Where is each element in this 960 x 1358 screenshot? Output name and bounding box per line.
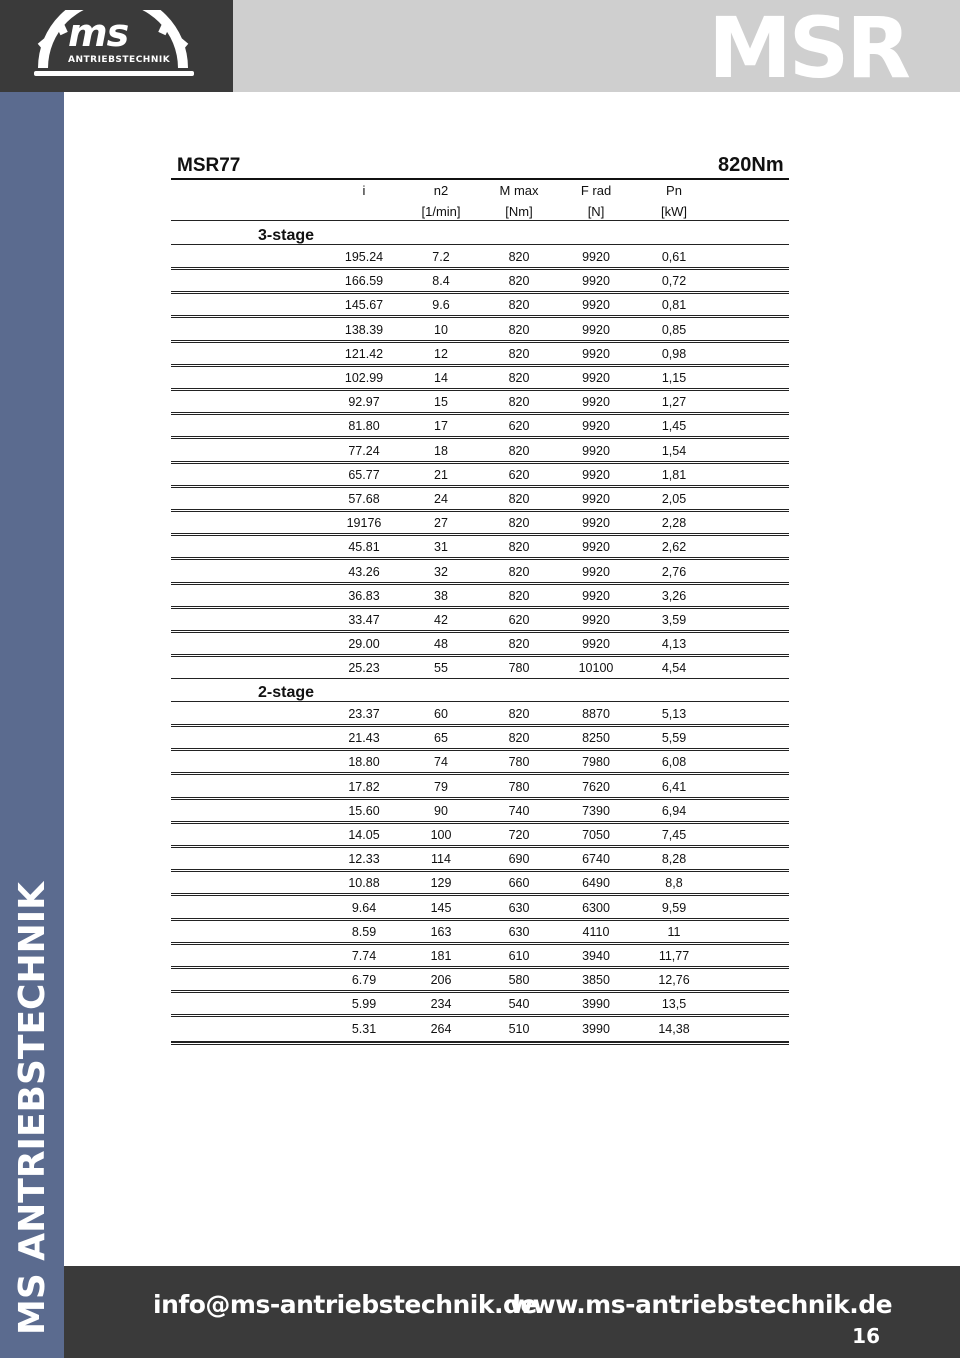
table-cell: 21 bbox=[434, 467, 448, 482]
table-cell: 8.4 bbox=[432, 274, 450, 289]
column-unit: [Nm] bbox=[505, 204, 533, 219]
table-cell: 7.74 bbox=[351, 949, 377, 963]
table-cell: 102.99 bbox=[344, 371, 384, 385]
table-cell: 166.59 bbox=[344, 274, 384, 289]
table-cell: 1,15 bbox=[661, 371, 687, 385]
table-cell: 7980 bbox=[582, 755, 610, 770]
row-divider bbox=[171, 772, 789, 775]
table-cell: 9.64 bbox=[351, 900, 377, 915]
table-cell: 18 bbox=[434, 443, 448, 458]
table-cell: 31 bbox=[434, 540, 448, 555]
column-unit: [1/min] bbox=[421, 204, 461, 219]
table-cell: 820 bbox=[508, 731, 530, 746]
table-cell: 18.80 bbox=[348, 755, 380, 770]
table-cell: 3990 bbox=[582, 997, 610, 1012]
row-divider bbox=[171, 990, 789, 993]
table-cell: 32 bbox=[434, 564, 448, 579]
logo-underline bbox=[34, 71, 194, 76]
table-cell: 7620 bbox=[582, 779, 610, 794]
row-divider bbox=[171, 485, 789, 488]
row-divider bbox=[171, 388, 789, 391]
table-cell: 42 bbox=[434, 613, 448, 627]
table-cell: 12.33 bbox=[348, 852, 380, 867]
table-cell: 6,08 bbox=[661, 755, 687, 770]
table-cell: 540 bbox=[508, 997, 530, 1012]
table-cell: 9920 bbox=[582, 540, 610, 555]
table-cell: 145.67 bbox=[344, 298, 384, 313]
table-cell: 820 bbox=[508, 395, 530, 410]
table-cell: 3850 bbox=[582, 973, 610, 988]
table-cell: 820 bbox=[508, 298, 530, 313]
row-divider bbox=[171, 654, 789, 657]
table-cell: 9920 bbox=[582, 395, 610, 410]
logo-subtext: ANTRIEBSTECHNIK bbox=[68, 55, 171, 65]
table-cell: 0,81 bbox=[661, 298, 687, 313]
row-divider bbox=[171, 918, 789, 921]
table-cell: 9.6 bbox=[432, 298, 450, 313]
table-cell: 510 bbox=[508, 1021, 530, 1036]
table-cell: 65 bbox=[434, 731, 448, 746]
table-cell: 3990 bbox=[582, 1021, 610, 1036]
table-cell: 740 bbox=[508, 803, 530, 818]
table-cell: 9920 bbox=[582, 467, 610, 482]
table-cell: 10.88 bbox=[348, 876, 380, 891]
table-cell: 820 bbox=[508, 492, 530, 506]
table-cell: 1,27 bbox=[661, 395, 687, 410]
model-title: MSR77 bbox=[177, 155, 241, 176]
table-cell: 12 bbox=[434, 346, 448, 361]
brand-title: MSR bbox=[708, 0, 908, 97]
footer-email-link[interactable]: info@ms-antriebstechnik.de bbox=[153, 1290, 537, 1319]
row-divider bbox=[171, 412, 789, 415]
table-cell: 9920 bbox=[582, 298, 610, 313]
row-divider bbox=[171, 267, 789, 270]
table-cell: 620 bbox=[508, 467, 530, 482]
table-cell: 145 bbox=[430, 900, 452, 915]
table-cell: 6.79 bbox=[351, 973, 377, 988]
table-cell: 5,59 bbox=[661, 731, 687, 746]
table-cell: 7050 bbox=[582, 828, 610, 842]
row-divider bbox=[171, 315, 789, 318]
column-header: F rad bbox=[580, 183, 612, 198]
row-divider bbox=[171, 364, 789, 367]
table-cell: 8250 bbox=[582, 731, 610, 746]
table-cell: 8870 bbox=[582, 707, 610, 721]
row-divider bbox=[171, 869, 789, 872]
table-cell: 15.60 bbox=[348, 803, 380, 818]
stage-label: 2-stage bbox=[258, 684, 315, 701]
table-cell: 9920 bbox=[582, 371, 610, 385]
table-cell: 81.80 bbox=[348, 419, 380, 434]
table-cell: 10100 bbox=[578, 661, 614, 676]
table-cell: 820 bbox=[508, 637, 530, 652]
table-cell: 5,13 bbox=[661, 707, 687, 721]
row-divider bbox=[171, 821, 789, 824]
row-divider bbox=[171, 220, 789, 221]
logo-wordmark: ms bbox=[68, 11, 129, 55]
table-cell: 820 bbox=[508, 540, 530, 555]
table-cell: 60 bbox=[434, 707, 448, 721]
table-cell: 4,54 bbox=[661, 661, 687, 676]
table-cell: 38 bbox=[434, 588, 448, 603]
table-cell: 100 bbox=[430, 828, 452, 842]
table-cell: 2,76 bbox=[661, 564, 687, 579]
column-header: M max bbox=[499, 183, 539, 198]
row-divider bbox=[171, 893, 789, 896]
table-cell: 11,77 bbox=[658, 949, 690, 963]
table-cell: 3,59 bbox=[661, 613, 687, 627]
table-cell: 820 bbox=[508, 322, 530, 337]
table-cell: 9920 bbox=[582, 516, 610, 531]
side-brand-text: MS ANTRIEBSTECHNIK bbox=[12, 881, 53, 1335]
row-divider bbox=[171, 845, 789, 848]
row-divider bbox=[171, 557, 789, 560]
table-cell: 1,54 bbox=[661, 443, 687, 458]
row-divider bbox=[171, 942, 789, 945]
table-cell: 5.31 bbox=[351, 1021, 377, 1036]
row-divider bbox=[171, 1041, 789, 1045]
row-divider bbox=[171, 678, 789, 679]
table-cell: 234 bbox=[430, 997, 452, 1012]
table-cell: 21.43 bbox=[348, 731, 380, 746]
row-divider bbox=[171, 1014, 789, 1017]
table-cell: 195.24 bbox=[344, 250, 384, 264]
table-cell: 780 bbox=[508, 755, 530, 770]
row-divider bbox=[171, 966, 789, 969]
table-cell: 33.47 bbox=[348, 613, 380, 627]
table-cell: 7.2 bbox=[432, 250, 450, 264]
table-cell: 23.37 bbox=[348, 707, 380, 721]
column-unit: [N] bbox=[587, 204, 605, 219]
table-cell: 9920 bbox=[582, 250, 610, 264]
table-cell: 690 bbox=[508, 852, 530, 867]
table-cell: 720 bbox=[508, 828, 530, 842]
table-cell: 11 bbox=[667, 924, 681, 939]
table-cell: 92.97 bbox=[348, 395, 380, 410]
table-cell: 206 bbox=[430, 973, 452, 988]
table-cell: 630 bbox=[508, 900, 530, 915]
table-cell: 45.81 bbox=[348, 540, 380, 555]
table-cell: 820 bbox=[508, 564, 530, 579]
stage-label: 3-stage bbox=[258, 227, 315, 244]
table-cell: 6,41 bbox=[661, 779, 687, 794]
table-cell: 15 bbox=[434, 395, 448, 410]
table-cell: 36.83 bbox=[348, 588, 380, 603]
table-cell: 9920 bbox=[582, 492, 610, 506]
table-cell: 25.23 bbox=[348, 661, 380, 676]
table-cell: 780 bbox=[508, 779, 530, 794]
row-divider bbox=[171, 582, 789, 585]
table-cell: 9920 bbox=[582, 274, 610, 289]
table-cell: 9920 bbox=[582, 322, 610, 337]
row-divider bbox=[171, 291, 789, 294]
table-cell: 4,13 bbox=[661, 637, 687, 652]
table-cell: 8.59 bbox=[351, 924, 377, 939]
table-cell: 1,45 bbox=[661, 419, 687, 434]
row-divider bbox=[171, 461, 789, 464]
torque-title: 820Nm bbox=[718, 154, 784, 176]
table-cell: 660 bbox=[508, 876, 530, 891]
table-cell: 820 bbox=[508, 274, 530, 289]
row-divider bbox=[171, 630, 789, 633]
table-cell: 7,45 bbox=[661, 828, 687, 842]
row-divider bbox=[171, 340, 789, 343]
table-cell: 79 bbox=[434, 779, 448, 794]
table-cell: 820 bbox=[508, 443, 530, 458]
table-cell: 620 bbox=[508, 613, 530, 627]
table-cell: 181 bbox=[430, 949, 452, 963]
row-divider bbox=[171, 436, 789, 439]
table-cell: 27 bbox=[434, 516, 448, 531]
table-cell: 580 bbox=[508, 973, 530, 988]
table-cell: 820 bbox=[508, 371, 530, 385]
row-divider bbox=[171, 533, 789, 536]
table-cell: 65.77 bbox=[348, 467, 380, 482]
column-header: Pn bbox=[666, 183, 682, 198]
column-unit: [kW] bbox=[661, 204, 687, 219]
table-cell: 9920 bbox=[582, 613, 610, 627]
table-cell: 57.68 bbox=[348, 492, 380, 506]
table-cell: 121.42 bbox=[344, 346, 384, 361]
table-cell: 8,8 bbox=[665, 876, 683, 891]
table-cell: 17.82 bbox=[348, 779, 380, 794]
table-cell: 24 bbox=[434, 492, 448, 506]
table-cell: 4110 bbox=[582, 924, 610, 939]
table-cell: 780 bbox=[508, 661, 530, 676]
table-cell: 43.26 bbox=[348, 564, 380, 579]
table-cell: 9920 bbox=[582, 346, 610, 361]
table-cell: 630 bbox=[508, 924, 530, 939]
row-divider bbox=[171, 244, 789, 245]
table-cell: 6740 bbox=[582, 852, 610, 867]
table-cell: 2,05 bbox=[661, 492, 687, 506]
table-cell: 610 bbox=[508, 949, 530, 963]
row-divider bbox=[171, 797, 789, 800]
page-number: 16 bbox=[852, 1324, 880, 1348]
table-cell: 820 bbox=[508, 516, 530, 531]
table-cell: 14 bbox=[434, 371, 448, 385]
row-divider bbox=[171, 606, 789, 609]
table-cell: 9920 bbox=[582, 443, 610, 458]
footer-band bbox=[64, 1266, 960, 1358]
table-cell: 14.05 bbox=[348, 828, 380, 842]
table-cell: 0,85 bbox=[661, 322, 687, 337]
table-cell: 1,81 bbox=[661, 467, 687, 482]
table-cell: 9920 bbox=[582, 588, 610, 603]
table-cell: 6,94 bbox=[661, 803, 687, 818]
company-logo bbox=[0, 0, 233, 92]
table-cell: 19176 bbox=[346, 516, 382, 531]
footer-website-link[interactable]: www.ms-antriebstechnik.de bbox=[510, 1290, 893, 1319]
table-cell: 5.99 bbox=[351, 997, 377, 1012]
row-divider bbox=[171, 724, 789, 727]
table-cell: 820 bbox=[508, 707, 530, 721]
table-cell: 114 bbox=[431, 852, 451, 867]
table-cell: 9920 bbox=[582, 419, 610, 434]
table-cell: 138.39 bbox=[344, 322, 384, 337]
table-cell: 77.24 bbox=[348, 443, 380, 458]
row-divider bbox=[171, 509, 789, 512]
row-divider bbox=[171, 748, 789, 751]
table-cell: 820 bbox=[508, 346, 530, 361]
table-cell: 0,61 bbox=[661, 250, 687, 264]
table-cell: 29.00 bbox=[348, 637, 380, 652]
table-cell: 55 bbox=[434, 661, 448, 676]
table-cell: 820 bbox=[508, 588, 530, 603]
table-cell: 9920 bbox=[582, 637, 610, 652]
table-cell: 6490 bbox=[582, 876, 610, 891]
table-cell: 2,28 bbox=[661, 516, 687, 531]
title-rule bbox=[171, 178, 789, 180]
table-cell: 10 bbox=[434, 322, 448, 337]
table-cell: 620 bbox=[508, 419, 530, 434]
table-cell: 48 bbox=[434, 637, 448, 652]
table-cell: 12,76 bbox=[658, 973, 690, 988]
table-cell: 2,62 bbox=[661, 540, 687, 555]
table-cell: 90 bbox=[434, 803, 448, 818]
row-divider bbox=[171, 701, 789, 702]
table-cell: 163 bbox=[430, 924, 452, 939]
table-cell: 264 bbox=[430, 1021, 452, 1036]
table-cell: 3,26 bbox=[661, 588, 687, 603]
table-cell: 7390 bbox=[582, 803, 610, 818]
table-cell: 14,38 bbox=[658, 1021, 690, 1036]
table-cell: 820 bbox=[508, 250, 530, 264]
table-cell: 0,72 bbox=[661, 274, 687, 289]
table-cell: 13,5 bbox=[661, 997, 687, 1012]
table-cell: 3940 bbox=[582, 949, 610, 963]
table-cell: 129 bbox=[430, 876, 452, 891]
table-cell: 17 bbox=[434, 419, 448, 434]
table-cell: 6300 bbox=[582, 900, 610, 915]
column-header: n2 bbox=[433, 183, 449, 198]
column-header: i bbox=[362, 183, 366, 198]
table-cell: 8,28 bbox=[661, 852, 687, 867]
table-cell: 74 bbox=[434, 755, 448, 770]
table-cell: 9920 bbox=[582, 564, 610, 579]
table-cell: 9,59 bbox=[661, 900, 687, 915]
table-cell: 0,98 bbox=[661, 346, 687, 361]
